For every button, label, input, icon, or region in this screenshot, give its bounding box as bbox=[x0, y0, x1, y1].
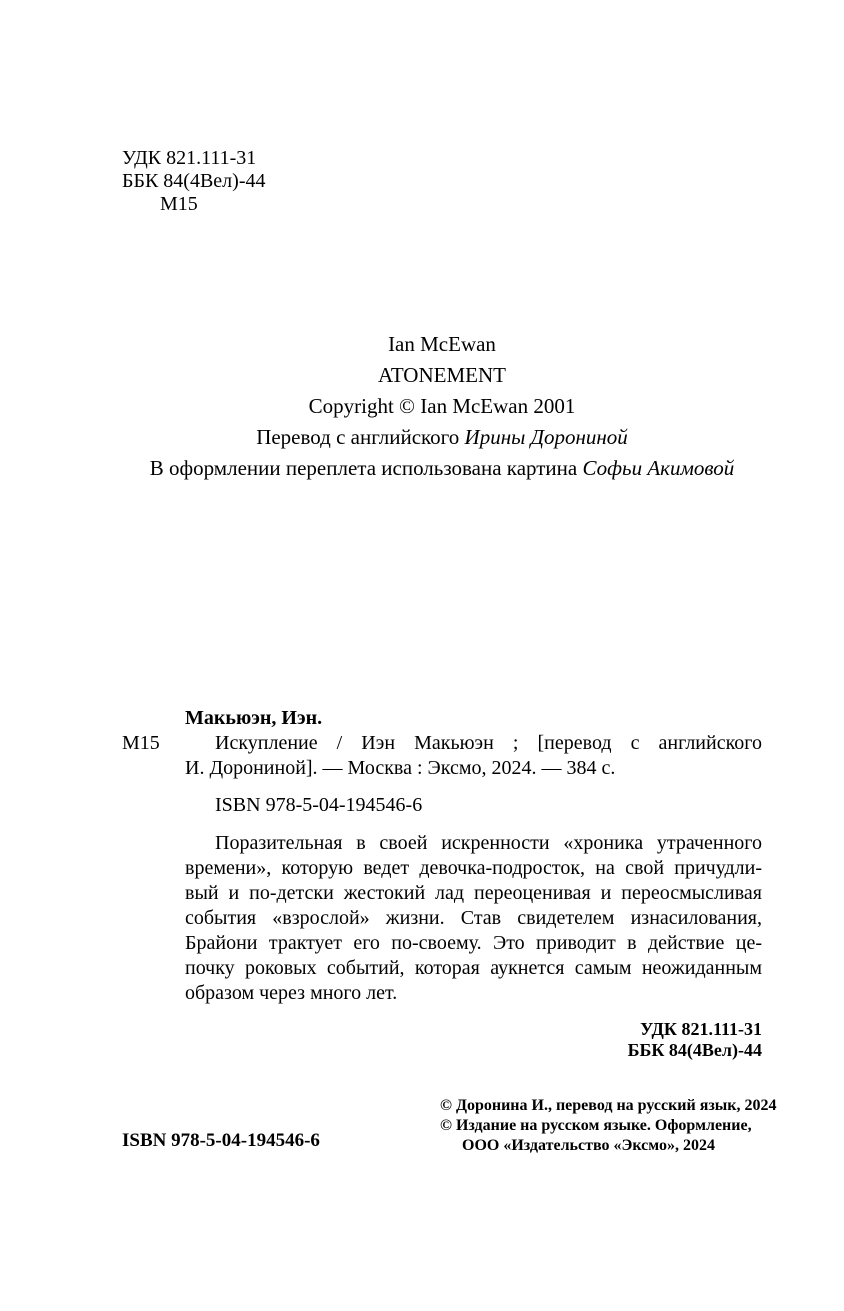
catalog-card-body bbox=[122, 731, 762, 781]
top-codes-block bbox=[122, 147, 266, 216]
cover-artist-name: Софьи Акимовой bbox=[582, 456, 735, 480]
catalog-author-heading: Макьюэн, Иэн. bbox=[185, 707, 323, 729]
catalog-card bbox=[122, 706, 762, 818]
text-line: И. Дорониной]. — Москва : Эксмо, 2024. — 384 с. bbox=[185, 757, 616, 779]
original-title-block bbox=[122, 329, 762, 484]
copyright-block bbox=[440, 1096, 777, 1156]
cover-art-credit-line bbox=[122, 453, 762, 484]
text-line: Брайони трактует его по-своему. Это приводит в действие це- bbox=[185, 932, 762, 954]
copyright-translation-line: © Доронина И., перевод на русский язык, 2024 bbox=[440, 1097, 777, 1114]
catalog-isbn: ISBN 978-5-04-194546-6 bbox=[215, 794, 423, 816]
copyright-publisher-line: ООО «Издательство «Эксмо», 2024 bbox=[462, 1137, 715, 1154]
udc-code-bottom: УДК 821.111-31 bbox=[640, 1019, 762, 1039]
text-line: Поразительная в своей искренности «хроника утраченного bbox=[215, 832, 762, 854]
annotation-paragraph bbox=[185, 831, 762, 1006]
cover-art-credit-prefix: В оформлении переплета использована картина bbox=[149, 456, 583, 480]
udc-code: УДК 821.111-31 bbox=[122, 147, 257, 169]
bbk-code: ББК 84(4Вел)-44 bbox=[122, 170, 266, 192]
copyright-line: Copyright © Ian McEwan 2001 bbox=[308, 394, 576, 418]
text-line: вый и по-детски жестокий лад переоценивая и переосмысливая bbox=[185, 882, 762, 904]
original-author: Ian McEwan bbox=[388, 332, 496, 356]
translator-name: Ирины Дорониной bbox=[464, 425, 628, 449]
copyright-edition-line: © Издание на русском языке. Оформление, bbox=[440, 1117, 752, 1134]
catalog-description bbox=[185, 731, 762, 781]
original-title: ATONEMENT bbox=[378, 363, 506, 387]
text-line: времени», которую ведет девочка-подросток, на свой причудли- bbox=[185, 857, 762, 879]
text-line: почку роковых событий, которая аукнется самым неожиданным bbox=[185, 957, 762, 979]
text-line: события «взрослой» жизни. Став свидетелем изнасилования, bbox=[185, 907, 762, 929]
text-line: образом через много лет. bbox=[185, 982, 398, 1004]
bottom-codes-block bbox=[628, 1019, 762, 1061]
text-line: Искупление / Иэн Макьюэн ; [перевод с английского bbox=[215, 732, 762, 754]
translation-credit-line bbox=[122, 422, 762, 453]
translation-credit-prefix: Перевод с английского bbox=[256, 425, 465, 449]
isbn-bottom: ISBN 978-5-04-194546-6 bbox=[122, 1130, 320, 1151]
catalog-author-sign: М15 bbox=[122, 732, 160, 754]
author-sign-code: М15 bbox=[160, 193, 198, 215]
bbk-code-bottom: ББК 84(4Вел)-44 bbox=[627, 1040, 762, 1060]
